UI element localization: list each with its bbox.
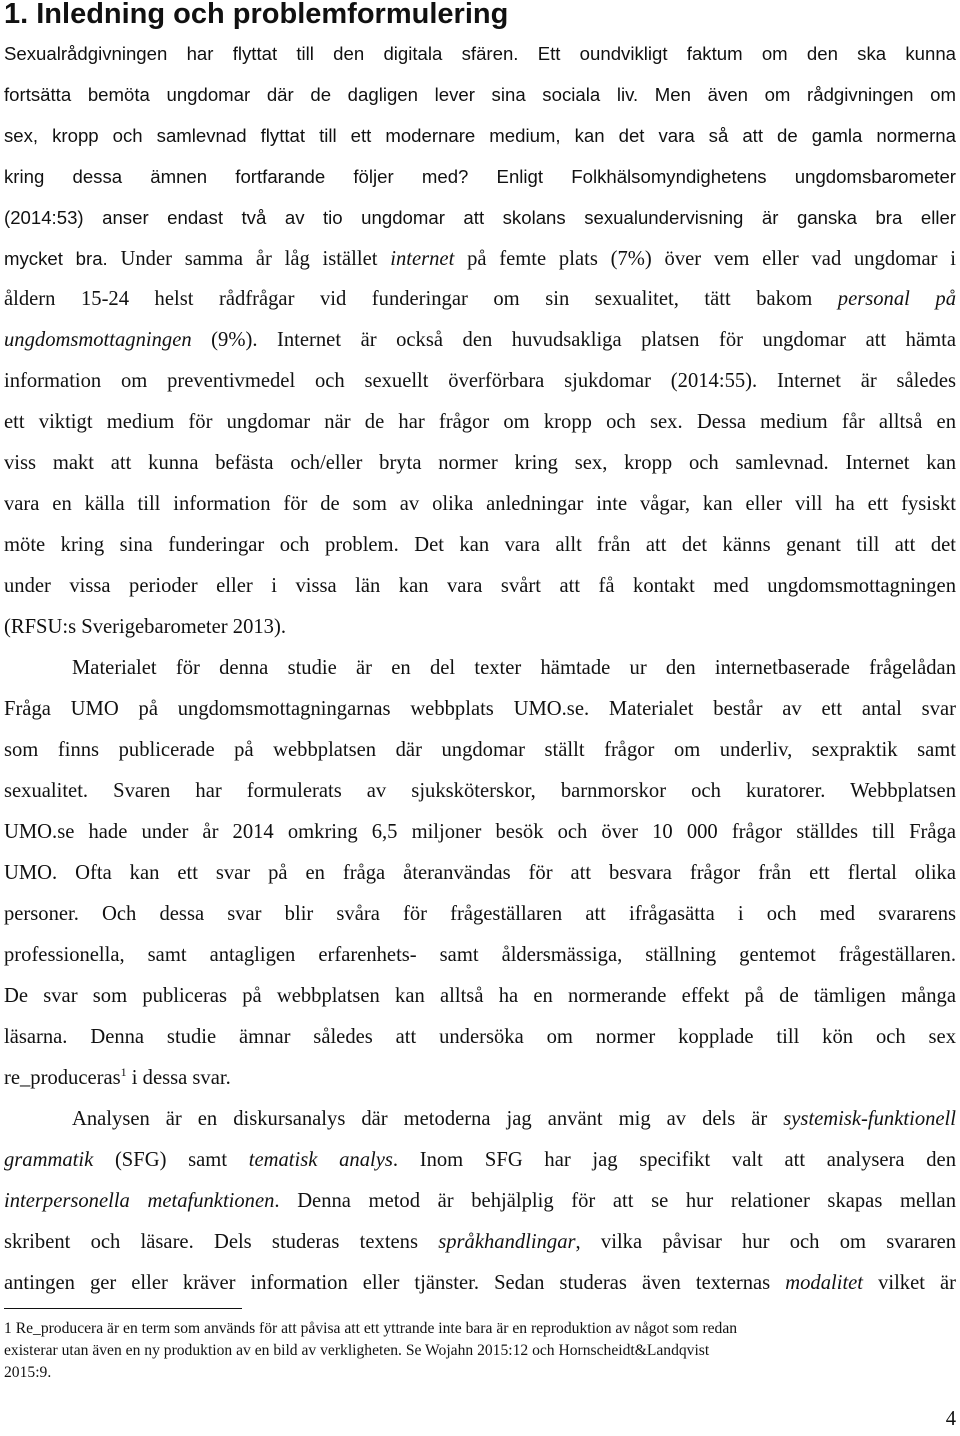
italic-term: personal på	[837, 288, 956, 310]
text-line-mixed	[4, 238, 956, 279]
text-line: (2014:53) anser endast två av tio ungdomar att skolans sexualundervisning är ganska bra eller	[4, 207, 956, 228]
text-line: under vissa perioder eller i vissa län kan vara svårt att få kontakt med ungdomsmottagningen	[4, 575, 956, 597]
page-number: 4	[945, 1408, 956, 1430]
text-line: kring dessa ämnen fortfarande följer med? Enligt Folkhälsomyndighetens ungdomsbarometer	[4, 166, 956, 187]
text-line-mixed	[4, 279, 956, 320]
section-heading: 1. Inledning och problemformulering	[4, 0, 509, 30]
text-line: professionella, samt antagligen erfarenhets- samt åldersmässiga, ställning gentemot frågeställaren.	[4, 944, 956, 966]
text-line: information om preventivmedel och sexuellt överförbara sjukdomar (2014:55). Internet är således	[4, 370, 956, 392]
text-line: Sexualrådgivningen har flyttat till den digitala sfären. Ett oundvikligt faktum om den ska kunna	[4, 43, 956, 64]
text-line: (RFSU:s Sverigebarometer 2013).	[4, 616, 286, 638]
text-segment: antingen ger eller kräver information eller tjänster. Sedan studeras även texternas	[4, 1272, 786, 1294]
text-segment: vilket är	[863, 1272, 956, 1294]
paragraph-material	[4, 648, 956, 1099]
italic-term: tematisk analys	[248, 1149, 393, 1171]
text-line: UMO.se hade under år 2014 omkring 6,5 miljoner besök och över 10 000 frågor ställdes till Fråga	[4, 821, 956, 843]
italic-term: interpersonella metafunktionen	[4, 1190, 275, 1212]
text-line-mixed	[4, 1058, 956, 1099]
text-line: möte kring sina funderingar och problem. Det kan vara allt från att det känns genant till att det	[4, 534, 956, 556]
text-line: som finns publicerade på webbplatsen där ungdomar ställt frågor om underliv, sexpraktik samt	[4, 739, 956, 761]
text-segment: Under samma år låg istället	[107, 248, 391, 270]
text-segment: i dessa svar.	[126, 1067, 231, 1089]
body-text	[4, 33, 956, 1304]
italic-term: språkhandlingar	[438, 1231, 576, 1253]
text-segment: . Denna metod är behjälplig för att se hur relationer skapas mellan	[274, 1190, 956, 1212]
text-line: viss makt att kunna befästa och/eller bryta normer kring sex, kropp och samlevnad. Internet kan	[4, 452, 956, 474]
italic-term: grammatik	[4, 1149, 94, 1171]
footnote	[4, 1318, 956, 1384]
footnote-marker: 1	[120, 1065, 127, 1080]
text-segment: mycket bra.	[4, 248, 108, 269]
footnote-divider	[4, 1308, 242, 1309]
italic-term: systemisk-funktionell	[783, 1108, 956, 1130]
text-segment: . Inom SFG har jag specifikt valt att analysera den	[392, 1149, 956, 1171]
text-line: UMO. Ofta kan ett svar på en fråga återanvändas för att besvara frågor från ett flertal olika	[4, 862, 956, 884]
text-segment: (9%). Internet är också den huvudsakliga platsen för ungdomar att hämta	[191, 329, 956, 351]
text-line: Materialet för denna studie är en del texter hämtade ur den internetbaserade frågelådan	[72, 657, 956, 679]
text-line: sexualitet. Svaren har formulerats av sjuksköterskor, barnmorskor och kuratorer. Webbplatsen	[4, 780, 956, 802]
text-line: Fråga UMO på ungdomsmottagningarnas webbplats UMO.se. Materialet består av ett antal svar	[4, 698, 956, 720]
text-line: läsarna. Denna studie ämnar således att undersöka om normer kopplade till kön och sex	[4, 1026, 956, 1048]
text-line-mixed	[4, 1099, 956, 1140]
italic-term: modalitet	[785, 1272, 864, 1294]
text-line-mixed	[4, 320, 956, 361]
italic-term: internet	[390, 248, 455, 270]
text-segment: åldern 15-24 helst rådfrågar vid funderingar om sin sexualitet, tätt bakom	[4, 288, 838, 310]
italic-term: ungdomsmottagningen	[4, 329, 192, 351]
text-segment: (SFG) samt	[93, 1149, 249, 1171]
text-line: personer. Och dessa svar blir svåra för frågeställaren att ifrågasätta i och med svararens	[4, 903, 956, 925]
text-segment: re_produceras	[4, 1067, 121, 1089]
text-segment: skribent och läsare. Dels studeras textens	[4, 1231, 439, 1253]
text-line-mixed	[4, 1181, 956, 1222]
text-segment: , vilka påvisar hur och om svararen	[575, 1231, 957, 1253]
text-segment: på femte plats (7%) över vem eller vad ungdomar i	[454, 248, 957, 270]
text-line: sex, kropp och samlevnad flyttat till ett modernare medium, kan det vara så att de gamla normerna	[4, 125, 956, 146]
text-line: vara en källa till information för de som av olika anledningar inte vågar, kan eller vill ha ett fysiskt	[4, 493, 956, 515]
text-line: ett viktigt medium för ungdomar när de har frågor om kropp och sex. Dessa medium får alltså en	[4, 411, 956, 433]
text-line: fortsätta bemöta ungdomar där de dagligen lever sina sociala liv. Men även om rådgivningen om	[4, 84, 956, 105]
text-segment: Analysen är en diskursanalys där metoderna jag använt mig av dels är	[72, 1108, 784, 1130]
paragraph-intro	[4, 33, 956, 648]
footnote-line: existerar utan även en ny produktion av en bild av verkligheten. Se Wojahn 2015:12 och Hornscheidt&Landqvist	[4, 1342, 710, 1359]
text-line: De svar som publiceras på webbplatsen kan alltså ha en normerande effekt på de tämligen många	[4, 985, 956, 1007]
footnote-line: 2015:9.	[4, 1364, 52, 1381]
footnote-line: 1 Re_producera är en term som används för att påvisa att ett yttrande inte bara är en reproduktion av något som redan	[4, 1320, 738, 1337]
text-line-mixed	[4, 1222, 956, 1263]
text-line-mixed	[4, 1140, 956, 1181]
paragraph-method	[4, 1099, 956, 1304]
text-line-mixed	[4, 1263, 956, 1304]
